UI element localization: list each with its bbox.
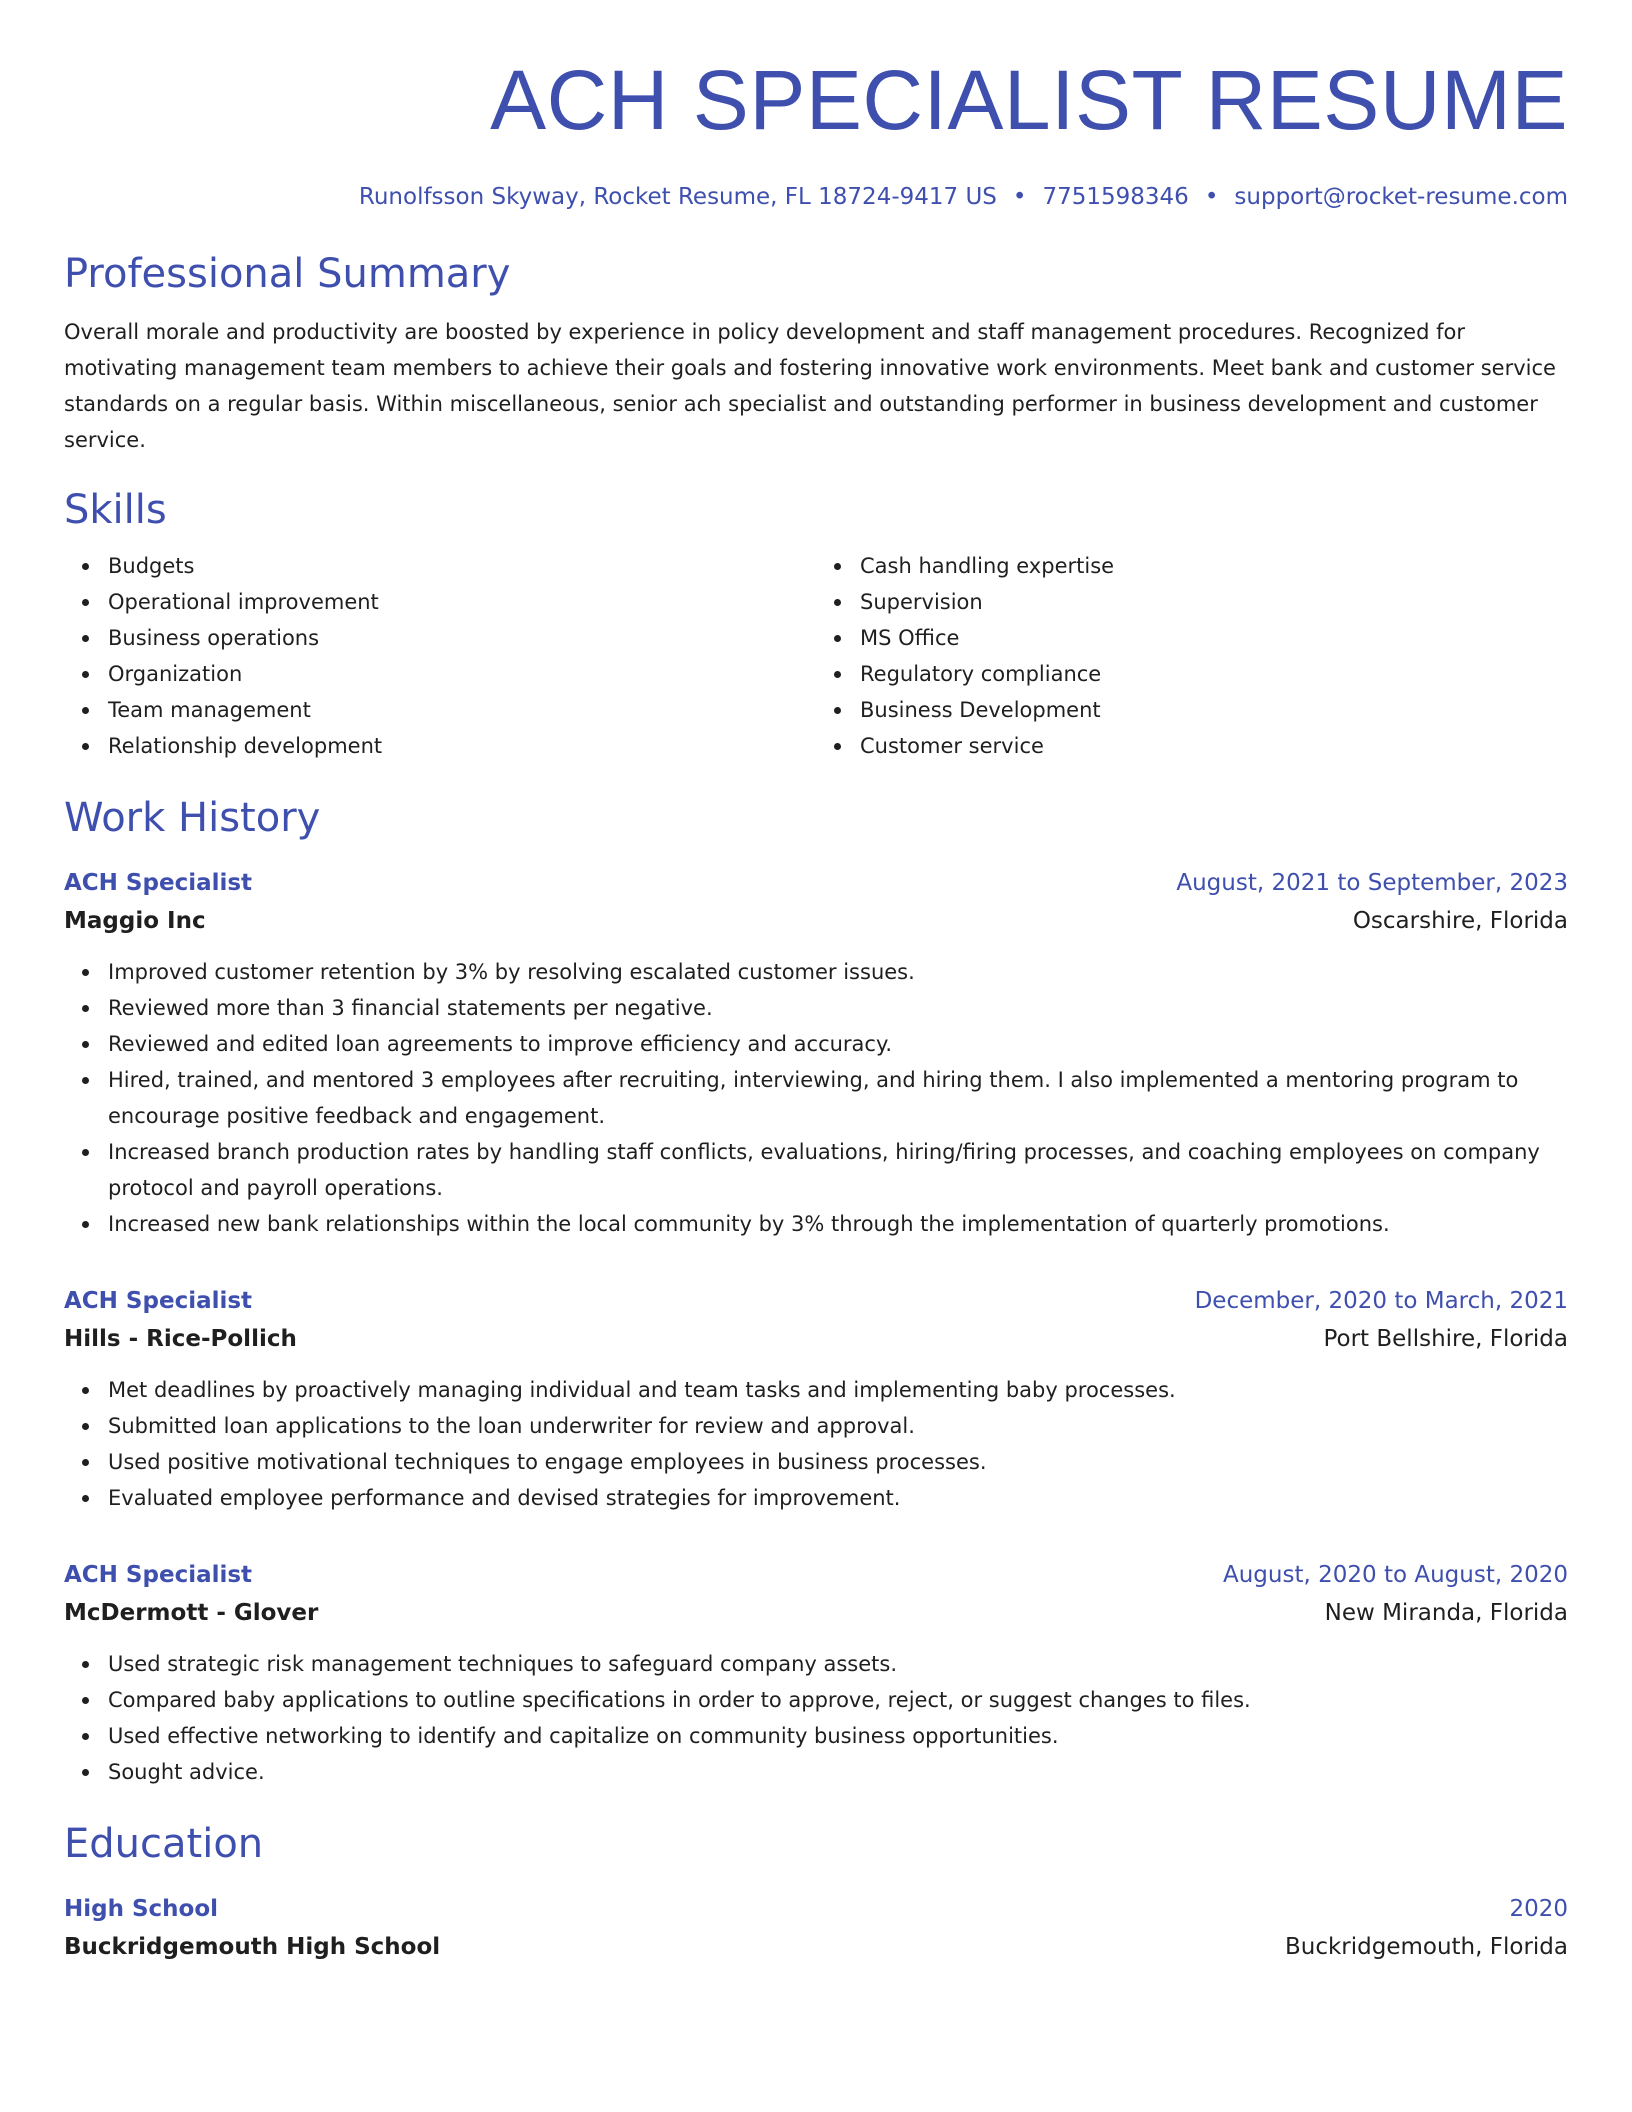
job-bullet: Evaluated employee performance and devised strategies for improvement. [108, 1480, 1568, 1516]
skill-item: Organization [108, 656, 816, 692]
skills-heading: Skills [64, 487, 167, 533]
job-bullet: Met deadlines by proactively managing individual and team tasks and implementing baby processes. [108, 1372, 1568, 1408]
education-degree: High School [64, 1896, 219, 1922]
work-history-heading: Work History [64, 795, 321, 841]
summary-heading: Professional Summary [64, 251, 511, 297]
education-heading: Education [64, 1821, 264, 1867]
job-bullet: Sought advice. [108, 1754, 1568, 1790]
skill-item: Relationship development [108, 728, 816, 764]
job-title-row [64, 1282, 1568, 1320]
skill-item: Regulatory compliance [860, 656, 1568, 692]
contact-line [64, 182, 1568, 212]
job-bullet: Hired, trained, and mentored 3 employees after recruiting, interviewing, and hiring them. I also implemented a mentoring program to encourage positive feedback and engagement. [108, 1062, 1568, 1134]
job-bullet: Submitted loan applications to the loan underwriter for review and approval. [108, 1408, 1568, 1444]
job-bullet: Increased new bank relationships within the local community by 3% through the implementation of quarterly promotions. [108, 1206, 1568, 1242]
job-bullet: Improved customer retention by 3% by resolving escalated customer issues. [108, 954, 1568, 990]
skill-item: Budgets [108, 548, 816, 584]
job-dates: December, 2020 to March, 2021 [1194, 1288, 1568, 1314]
skills-grid [64, 548, 1568, 764]
job-bullet: Used effective networking to identify and capitalize on community business opportunities. [108, 1718, 1568, 1754]
contact-phone[interactable]: 7751598346 [1042, 184, 1189, 210]
job-bullets [64, 1372, 1568, 1516]
contact-email[interactable]: support@rocket-resume.com [1234, 184, 1568, 210]
job-company-row [64, 1320, 1568, 1358]
job-dates: August, 2020 to August, 2020 [1223, 1562, 1568, 1588]
education-degree-row [64, 1890, 1568, 1928]
contact-address: Runolfsson Skyway, Rocket Resume, FL 18724-9417 US [358, 184, 997, 210]
skills-section [64, 486, 1568, 764]
skill-item: Supervision [860, 584, 1568, 620]
skill-item: Business Development [860, 692, 1568, 728]
contact-separator: • [1204, 184, 1219, 210]
contact-separator: • [1012, 184, 1027, 210]
job-location: New Miranda, Florida [1324, 1600, 1568, 1626]
job-title: ACH Specialist [64, 1288, 253, 1314]
job-bullet: Used strategic risk management techniques to safeguard company assets. [108, 1646, 1568, 1682]
work-history-section [64, 794, 1568, 1790]
job-location: Oscarshire, Florida [1352, 908, 1568, 934]
skill-item: MS Office [860, 620, 1568, 656]
job-company-row [64, 902, 1568, 940]
job-bullets [64, 1646, 1568, 1790]
summary-text: Overall morale and productivity are boosted by experience in policy development and staff management procedures. Recognized for motivating management team members to achieve their goals and fostering innovative work environments. Meet bank and customer service standards on a regular basis. Within miscellaneous, senior ach specialist and outstanding performer in business development and customer service. [64, 320, 1556, 452]
job-location: Port Bellshire, Florida [1323, 1326, 1568, 1352]
education-entry [64, 1890, 1568, 1966]
job-title: ACH Specialist [64, 1562, 253, 1588]
skill-item: Operational improvement [108, 584, 816, 620]
summary-section [64, 250, 1568, 458]
job-bullet: Compared baby applications to outline specifications in order to approve, reject, or suggest changes to files. [108, 1682, 1568, 1718]
job-company: McDermott - Glover [64, 1600, 319, 1626]
education-location: Buckridgemouth, Florida [1284, 1934, 1568, 1960]
education-school-row [64, 1928, 1568, 1966]
resume-title: ACH SPECIALIST RESUME [490, 53, 1568, 147]
job-bullet: Reviewed and edited loan agreements to improve efficiency and accuracy. [108, 1026, 1568, 1062]
job-bullets [64, 954, 1568, 1242]
job-company: Hills - Rice-Pollich [64, 1326, 297, 1352]
job-entry [64, 864, 1568, 1242]
skill-item: Customer service [860, 728, 1568, 764]
skill-item: Business operations [108, 620, 816, 656]
skills-column-left [64, 548, 816, 764]
education-school: Buckridgemouth High School [64, 1934, 441, 1960]
job-bullet: Increased branch production rates by handling staff conflicts, evaluations, hiring/firing processes, and coaching employees on company protocol and payroll operations. [108, 1134, 1568, 1206]
skills-column-right [816, 548, 1568, 764]
resume-header [64, 52, 1568, 212]
job-company-row [64, 1594, 1568, 1632]
job-entry [64, 1556, 1568, 1790]
job-company: Maggio Inc [64, 908, 206, 934]
job-bullet: Used positive motivational techniques to engage employees in business processes. [108, 1444, 1568, 1480]
job-title-row [64, 1556, 1568, 1594]
skill-item: Team management [108, 692, 816, 728]
job-entry [64, 1282, 1568, 1516]
job-bullet: Reviewed more than 3 financial statements per negative. [108, 990, 1568, 1026]
job-title-row [64, 864, 1568, 902]
job-title: ACH Specialist [64, 870, 253, 896]
job-dates: August, 2021 to September, 2023 [1176, 870, 1568, 896]
education-year: 2020 [1509, 1896, 1568, 1922]
education-section [64, 1820, 1568, 1966]
skill-item: Cash handling expertise [860, 548, 1568, 584]
